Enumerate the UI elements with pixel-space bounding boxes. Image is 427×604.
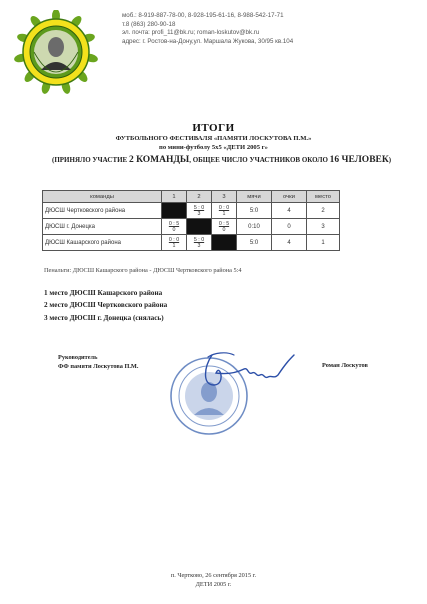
- footer-place-date: п. Чертково, 26 сентября 2015 г.: [170, 572, 257, 579]
- summary-text: ): [388, 156, 392, 164]
- teams-count: 2 КОМАНДЫ: [128, 155, 190, 165]
- role-line-2: ФФ памяти Лоскутова П.М.: [58, 363, 139, 370]
- table-row: [43, 235, 340, 251]
- results-table: [42, 190, 340, 251]
- contact-fax: т.8 (863) 280-90-18: [122, 20, 176, 28]
- document-title: ИТОГИ: [192, 122, 235, 134]
- place-1: 1 место ДЮСШ Кашарского района: [44, 289, 163, 297]
- goals-cell: 5:0: [237, 203, 272, 219]
- contact-email: эл. почта: profi_11@bk.ru; roman-loskutov@bk.ru: [122, 29, 260, 37]
- points-cell: 0: [272, 219, 307, 235]
- penalty-result: Пенальти: ДЮСШ Кашарского района - ДЮСШ Чертковского района 5:4: [44, 267, 242, 274]
- col-header-goals: мячи: [237, 191, 272, 203]
- col-header-2: 2: [187, 191, 212, 203]
- document-header: [0, 122, 427, 152]
- contact-info: [122, 12, 412, 47]
- table-row: [43, 219, 340, 235]
- match-points: 3: [197, 242, 201, 249]
- place-cell: 3: [307, 219, 340, 235]
- match-points: 0: [172, 226, 176, 233]
- points-cell: 4: [272, 203, 307, 219]
- col-header-place: место: [307, 191, 340, 203]
- match-score: 5 : 0: [193, 236, 205, 243]
- festival-logo: [14, 10, 98, 94]
- summary-text: (ПРИНЯЛО УЧАСТИЕ: [52, 156, 129, 164]
- place-3: 3 место ДЮСШ г. Донецка (снялась): [44, 313, 164, 322]
- festival-name: ФУТБОЛЬНОГО ФЕСТИВАЛЯ «ПАМЯТИ ЛОСКУТОВА П.М.»: [115, 135, 312, 142]
- col-header-teams: команды: [43, 191, 162, 203]
- col-header-3: 3: [212, 191, 237, 203]
- team-name: ДЮСШ г. Донецка: [43, 219, 162, 235]
- match-score-cell: [212, 203, 237, 219]
- match-points: 1: [172, 242, 176, 249]
- self-match-cell: [187, 219, 212, 235]
- table-row: [43, 203, 340, 219]
- match-score: 0 : 5: [218, 220, 230, 227]
- match-score: 0 : 0: [218, 204, 230, 211]
- points-cell: 4: [272, 235, 307, 251]
- match-points: 1: [222, 210, 226, 217]
- table-header-row: [43, 191, 340, 203]
- place-2: 2 место ДЮСШ Чертковского района: [44, 301, 168, 310]
- col-header-points: очки: [272, 191, 307, 203]
- players-count: 16 ЧЕЛОВЕК: [329, 155, 389, 165]
- self-match-cell: [162, 203, 187, 219]
- match-score-cell: [187, 235, 212, 251]
- role-line-1: Руководитель: [58, 354, 98, 361]
- footer-group: ДЕТИ 2005 г.: [195, 580, 232, 588]
- contact-address: адрес: г. Ростов-на-Дону,ул. Маршала Жукова, 30/95 кв.104: [122, 38, 294, 46]
- self-match-cell: [212, 235, 237, 251]
- team-name: ДЮСШ Чертковского района: [43, 203, 162, 219]
- match-score: 5 : 0: [193, 204, 205, 211]
- summary-text: , ОБЩЕЕ ЧИСЛО УЧАСТНИКОВ ОКОЛО: [189, 156, 330, 164]
- match-score: 0 : 0: [168, 236, 180, 243]
- participation-summary: [52, 155, 392, 165]
- place-cell: 2: [307, 203, 340, 219]
- match-score: 0 : 5: [168, 220, 180, 227]
- match-points: 3: [197, 210, 201, 217]
- final-places: [44, 287, 167, 324]
- contact-phones: моб.: 8-919-887-78-00, 8-928-195-61-16, 8-988-542-17-71: [122, 12, 284, 19]
- match-score-cell: [187, 203, 212, 219]
- col-header-1: 1: [162, 191, 187, 203]
- goals-cell: 5:0: [237, 235, 272, 251]
- signatory-role: [58, 353, 138, 371]
- team-name: ДЮСШ Кашарского района: [43, 235, 162, 251]
- tournament-name: по мини-футболу 5х5 «ДЕТИ 2005 г»: [159, 144, 268, 151]
- match-score-cell: [212, 219, 237, 235]
- goals-cell: 0:10: [237, 219, 272, 235]
- match-score-cell: [162, 219, 187, 235]
- place-cell: 1: [307, 235, 340, 251]
- match-score-cell: [162, 235, 187, 251]
- signatory-name: Роман Лоскутов: [322, 362, 368, 369]
- document-footer: [0, 572, 427, 589]
- match-points: 0: [222, 226, 226, 233]
- handwritten-signature: [190, 345, 300, 405]
